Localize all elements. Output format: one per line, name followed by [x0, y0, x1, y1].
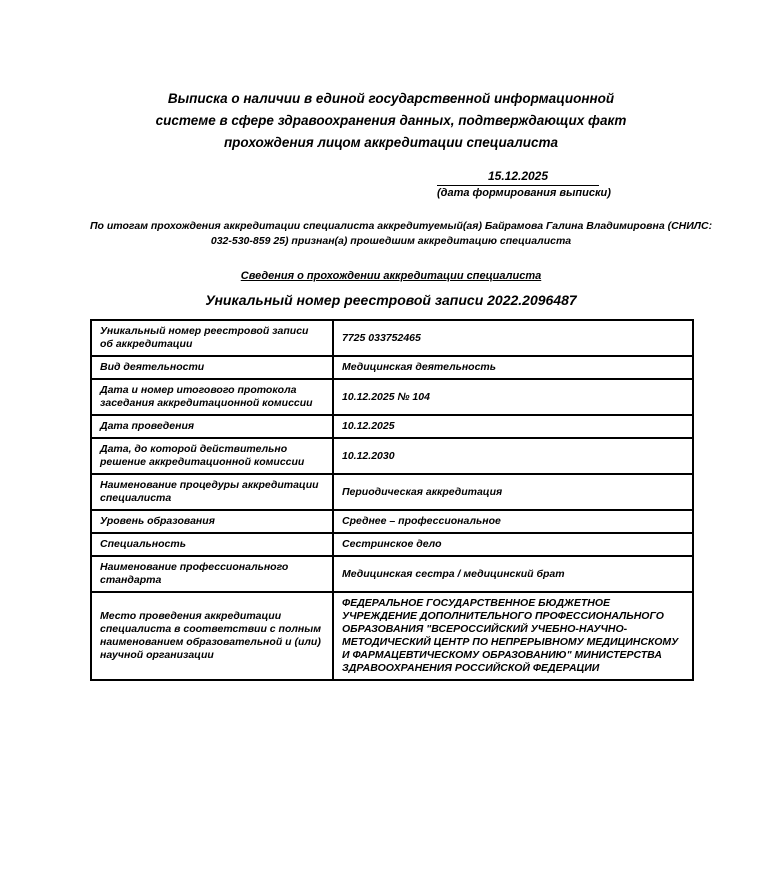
section-heading: Сведения о прохождении аккредитации специалиста — [240, 270, 542, 282]
row-label: Уровень образования — [91, 510, 333, 533]
row-label: Дата, до которой действительно решение аккредитационной комиссии — [91, 438, 333, 474]
row-value: 7725 033752465 — [333, 320, 693, 356]
row-valid-until-date — [91, 438, 693, 474]
title-line: прохождения лицом аккредитации специалиста — [223, 135, 559, 150]
title-line: системе в сфере здравоохранения данных, подтверждающих факт — [155, 113, 627, 128]
row-label: Вид деятельности — [91, 356, 333, 379]
row-label: Дата и номер итогового протокола заседания аккредитационной комиссии — [91, 379, 333, 415]
document-title — [90, 88, 692, 154]
accreditation-table — [90, 319, 694, 681]
summary-line: По итогам прохождения аккредитации специалиста аккредитуемый(ая) Байрамова Галина Владимировна (СНИЛС: — [90, 220, 713, 232]
row-specialty — [91, 533, 693, 556]
row-value: Сестринское дело — [333, 533, 693, 556]
row-procedure-name — [91, 474, 693, 510]
row-value: Медицинская деятельность — [333, 356, 693, 379]
issue-date-block — [437, 169, 611, 200]
row-value: Среднее – профессиональное — [333, 510, 693, 533]
summary-line: 032-530-859 25) признан(а) прошедшим аккредитацию специалиста — [210, 235, 572, 247]
row-professional-standard — [91, 556, 693, 592]
title-line: Выписка о наличии в единой государственной информационной — [167, 91, 615, 106]
registry-number-heading: Уникальный номер реестровой записи 2022.2096487 — [205, 292, 577, 308]
row-value: 10.12.2030 — [333, 438, 693, 474]
row-value: Периодическая аккредитация — [333, 474, 693, 510]
summary-paragraph — [90, 219, 713, 249]
row-label: Наименование профессионального стандарта — [91, 556, 333, 592]
row-label: Место проведения аккредитации специалиста в соответствии с полным наименованием образовательной и (или) научной организации — [91, 592, 333, 680]
row-label: Уникальный номер реестровой записи об аккредитации — [91, 320, 333, 356]
issue-date-caption: (дата формирования выписки) — [437, 187, 611, 199]
row-value: Медицинская сестра / медицинский брат — [333, 556, 693, 592]
row-label: Наименование процедуры аккредитации специалиста — [91, 474, 333, 510]
row-label: Специальность — [91, 533, 333, 556]
row-value: ФЕДЕРАЛЬНОЕ ГОСУДАРСТВЕННОЕ БЮДЖЕТНОЕ УЧРЕЖДЕНИЕ ДОПОЛНИТЕЛЬНОГО ПРОФЕССИОНАЛЬНОГО ОБРАЗОВАНИЯ "ВСЕРОССИЙСКИЙ УЧЕБНО-НАУЧНО-МЕТОДИЧЕСКИЙ ЦЕНТР ПО НЕПРЕРЫВНОМУ МЕДИЦИНСКОМУ И ФАРМАЦЕВТИЧЕСКОМУ ОБРАЗОВАНИЮ" МИНИСТЕРСТВА ЗДРАВООХРАНЕНИЯ РОССИЙСКОЙ ФЕДЕРАЦИИ — [333, 592, 693, 680]
row-protocol-date-number — [91, 379, 693, 415]
row-value: 10.12.2025 — [333, 415, 693, 438]
row-date-of-accreditation — [91, 415, 693, 438]
row-education-level — [91, 510, 693, 533]
row-accreditation-registry-number — [91, 320, 693, 356]
row-value: 10.12.2025 № 104 — [333, 379, 693, 415]
row-label: Дата проведения — [91, 415, 333, 438]
row-accreditation-place — [91, 592, 693, 680]
row-activity-type — [91, 356, 693, 379]
issue-date: 15.12.2025 — [437, 169, 599, 186]
